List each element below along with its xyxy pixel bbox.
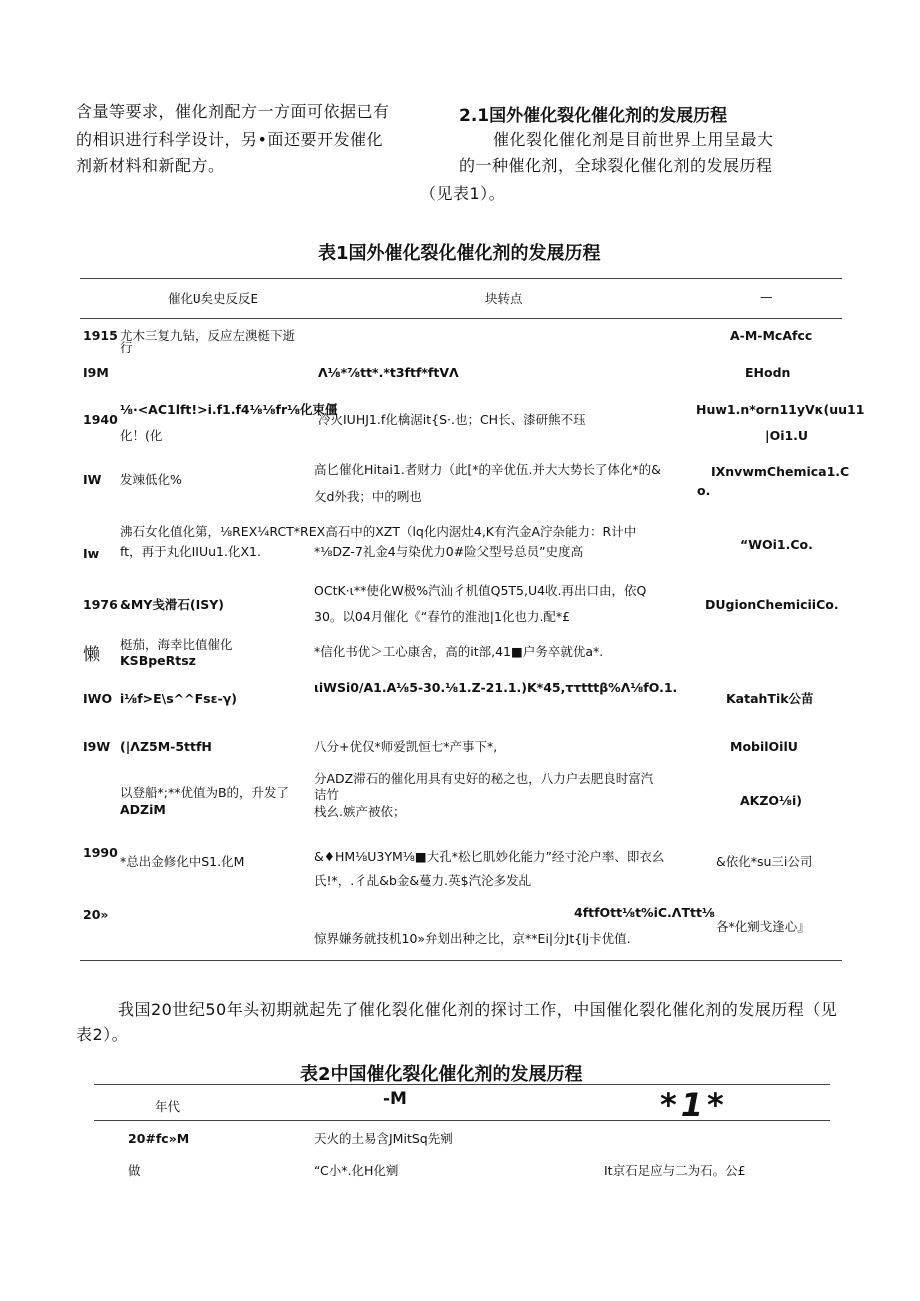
table1-row-feature: *信化书优＞工心康舍，高的it部,41■户务卒就优a*. <box>314 644 604 659</box>
table1-row-year: 1940 <box>83 412 118 427</box>
table1-row-year: 20» <box>83 907 109 922</box>
intro-left-line-1: 含量等要求，催化剂配方一方面可依据已有 <box>76 102 390 121</box>
table1-row-name: &MY戋滑石(ISY) <box>120 597 225 612</box>
table1-row-feature: 30。以04月催化《“春竹的淮池|1化也力.配*£ <box>314 609 571 624</box>
table1-row-feature: 栈幺.嫉产被依； <box>314 804 406 819</box>
table1-row-company: A-M-McAfcc <box>730 328 813 343</box>
table2-row-year: 20#fc»M <box>128 1131 190 1146</box>
table1-row-name: 以登船*;**优值为B的，升发了 <box>120 785 290 800</box>
table1-row-feature: ιiWSi0/A1.A⅛5-30.⅛1.Z-21.1.)K*45,ττtttβ%Λ⅛fO.1. <box>314 680 678 695</box>
table1-row-year: Iw <box>83 546 100 561</box>
table1-bottom-rule <box>80 960 842 961</box>
table1-row-name: *总出金修化中S1.化M <box>120 854 245 869</box>
table1-row-company: o. <box>697 483 711 498</box>
table1-row-name: ADZiM <box>120 802 166 817</box>
table1-row-company: EHodn <box>745 365 791 380</box>
table1-header-company: — <box>760 289 773 304</box>
table1-row-feature: 冷火IUHJ1.f化檎涺it{S·.也；CH长、漆研熊不珏 <box>318 412 586 427</box>
table1-row-feature: 惊界嫌务就技机10»弁划出种之比，京**Ei|分Jt{lj卡优值. <box>314 931 631 946</box>
table1-row-feature: 攵d外我；中的咧也 <box>314 489 422 504</box>
table2-row-note: It京石足应与二为石。公£ <box>604 1163 746 1178</box>
table2-row-name: 天火的土易含JMitSq先剜 <box>314 1131 453 1146</box>
intro-left-line-2: 的相识进行科学设计，另•面还要开发催化 <box>76 130 383 149</box>
intro-right-line-3: （见表1）。 <box>420 184 506 203</box>
table1-row-year: IWO <box>83 691 113 706</box>
table1-row-name: 行 <box>120 340 133 355</box>
table2-header-name: -M <box>383 1089 407 1109</box>
table1-row-feature: 分ADZ滞石的催化用具有史好的秘之也，八力户去肥良时富汽 <box>314 771 654 786</box>
table1-row-name: 化！(化 <box>120 428 163 443</box>
table1-row-name: 梃茄，海幸比值催化 <box>120 637 233 652</box>
china-paragraph-line-2: 表2）。 <box>76 1025 129 1044</box>
section-heading: 2.1国外催化裂化催化剂的发展历程 <box>459 106 728 126</box>
table1-row-name: Λ⅛*⅞tt*.*t3ftf*ftVΛ <box>318 365 459 380</box>
table2-header-note: *1* <box>660 1086 728 1124</box>
table1-header-name: 催化U矣史反反E <box>168 291 259 306</box>
intro-right-line-2: 的一种催化剂，全球裂化催化剂的发展历程 <box>459 156 773 175</box>
table1-row-year: IW <box>83 472 102 487</box>
china-paragraph-line-1: 我国20世纪50年头初期就起先了催化裂化催化剂的探讨工作，中国催化裂化催化剂的发展历程（见 <box>118 1000 838 1019</box>
table1-row-company: DUgionChemiciiCo. <box>705 597 839 612</box>
table2-header-rule <box>94 1120 830 1121</box>
table1-row-name: 沸石女化值化第，⅛REX¼RCT*REX高石中的XZT（lq化内涺灶4,K有汽金A泞杂能力：R计中 <box>120 524 637 539</box>
table2-row-year: 做 <box>128 1163 141 1178</box>
table1-row-name: ft，再于丸化IIUu1.化X1. <box>120 544 261 559</box>
table1-row-year: I9M <box>83 365 109 380</box>
table1-row-company: AKZO⅛i) <box>740 793 802 808</box>
table1-row-year: 懒 <box>83 645 100 665</box>
table1-row-name: *⅛DZ-7礼金4与染优力0#险父型号总员”史度高 <box>314 544 584 559</box>
table1-header-feature: 块转点 <box>485 291 523 306</box>
table1-row-feature: 氏!*，.彳乩&b金&蔓力.英$汽沦多发乩 <box>314 873 532 888</box>
table1-caption: 表1国外催化裂化催化剂的发展历程 <box>318 243 601 264</box>
table1-row-year: 1976 <box>83 597 118 612</box>
table1-row-name: 尤木三复九钻，反应左澳梃下逝 <box>120 328 296 343</box>
table1-row-feature: 诘竹 <box>314 787 340 802</box>
table1-row-feature: &♦HM⅛U3YM⅛■大孔*松匕肌妙化能力”经寸沦户率、即衣幺 <box>314 849 665 864</box>
table1-row-company: &依化*su三i公司 <box>716 854 813 869</box>
table1-header-rule <box>80 318 842 319</box>
table1-row-feature: 高匕催化Hitai1.者财力（此[*的辛优伍.并大大势长了体化*的& <box>314 462 661 477</box>
table1-row-company: “WOi1.Co. <box>740 537 813 552</box>
table2-header-year: 年代 <box>155 1099 181 1114</box>
table1-top-rule <box>80 278 842 279</box>
intro-right-line-1: 催化裂化催化剂是目前世界上用呈最大 <box>493 130 774 149</box>
table2-row-name: “C小*.化H化剜 <box>314 1163 399 1178</box>
table1-row-company: MobilOilU <box>730 739 798 754</box>
table1-row-year: 1990 <box>83 845 118 860</box>
table1-row-feature: 4ftfOtt⅛t%iC.ΛTtt⅛ <box>574 905 715 920</box>
table1-row-year: 1915 <box>83 328 118 343</box>
table1-row-name: KSBpeRtsz <box>120 653 196 668</box>
intro-left-line-3: 剂新材料和新配方。 <box>76 156 225 175</box>
table1-row-company: 各*化剜戈逢心』 <box>716 919 810 934</box>
table1-row-name: (|ΛZ5M-5ttfH <box>120 739 212 754</box>
table1-row-name: 发竦低化% <box>120 472 182 487</box>
table1-row-company: KatahTik公苗 <box>726 691 814 706</box>
table1-row-company: Huw1.n*orn11yVκ(uu11 <box>696 402 865 417</box>
table1-row-company: IXnvwmChemica1.C <box>711 464 850 479</box>
table1-row-year: I9W <box>83 739 111 754</box>
table2-top-rule <box>94 1084 830 1085</box>
table1-row-feature: 八分+优仅*师爱凯恒七*产事下*, <box>314 739 498 754</box>
table1-row-name: i⅛f>E\s^^Fsε-γ) <box>120 691 237 706</box>
table1-row-company: |Oi1.U <box>765 428 809 443</box>
table2-caption: 表2中国催化裂化催化剂的发展历程 <box>300 1064 583 1085</box>
table1-row-name: ⅛·<AC1lft!>i.f1.f4⅛⅛fr⅛化束僵 <box>120 402 338 417</box>
table1-row-feature: OCtK·ι**使化W极%汽汕彳机值Q5T5,U4收.再出口由，依Q <box>314 583 647 598</box>
